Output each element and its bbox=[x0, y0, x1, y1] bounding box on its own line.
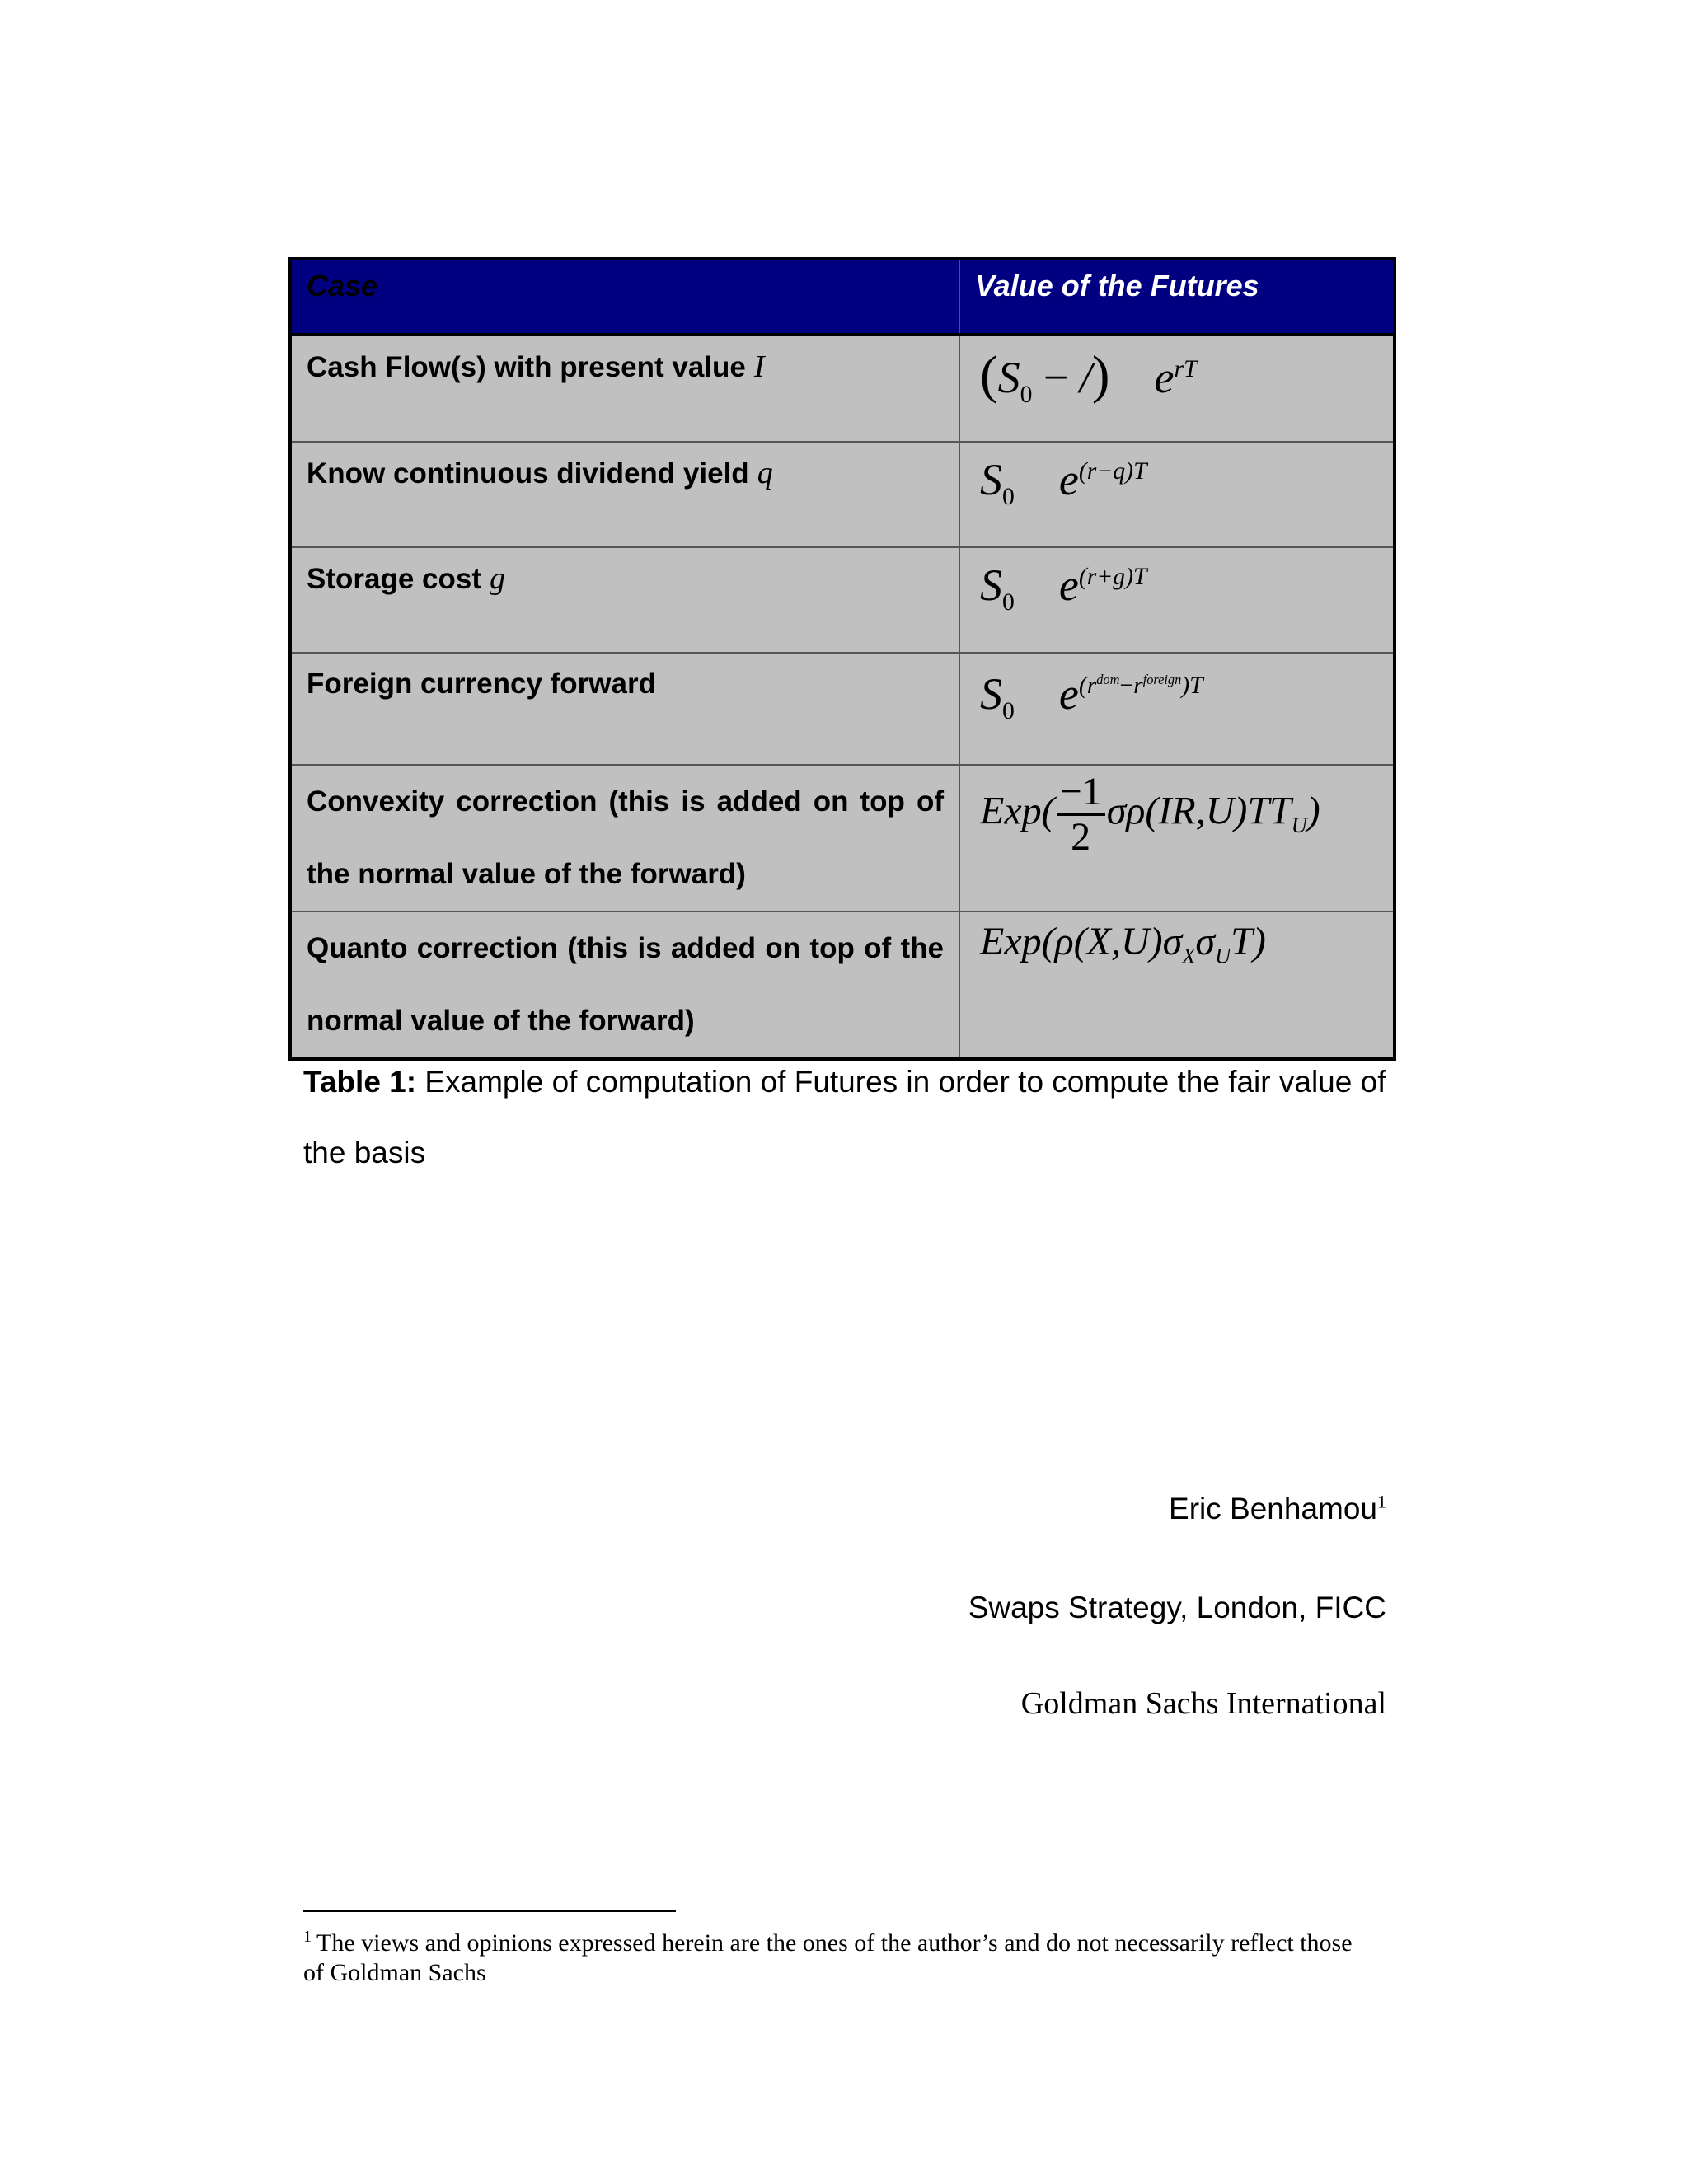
table-header-row bbox=[290, 259, 1395, 335]
formula-dividend-yield: $S_0$ $e^{(r-q)T}$ bbox=[959, 442, 1395, 547]
footnote-mark: 1 bbox=[303, 1928, 312, 1946]
caption-text: Example of computation of Futures in order to compute the fair value of the basis bbox=[303, 1065, 1386, 1169]
formula-quanto: $Exp(\rho(X,U)\sigma_X\sigma_UT)$ bbox=[959, 912, 1395, 1059]
case-label: Convexity correction (this is added on top of the normal value of the forward) bbox=[307, 785, 944, 890]
formula-foreign-currency: $S_0$ $e^{(r^{dom}-r^{foreign})T}$ bbox=[959, 653, 1395, 765]
footnote-rule bbox=[303, 1910, 676, 1912]
author-department: Swaps Strategy, London, FICC bbox=[968, 1591, 1386, 1624]
table-row bbox=[290, 442, 1395, 547]
table-row bbox=[290, 765, 1395, 912]
header-value: Value of the Futures bbox=[959, 259, 1395, 335]
table-caption bbox=[303, 1047, 1391, 1188]
case-label: Quanto correction (this is added on top of the normal value of the forward) bbox=[307, 932, 944, 1037]
formula-storage-cost: $S_0$ $e^{(r+g)T}$ bbox=[959, 547, 1395, 653]
case-label: Storage cost bbox=[307, 563, 481, 595]
case-label: Cash Flow(s) with present value bbox=[307, 351, 746, 383]
case-cell bbox=[290, 912, 959, 1059]
case-variable: q bbox=[757, 456, 773, 490]
case-variable: I bbox=[753, 349, 765, 384]
case-cell bbox=[290, 765, 959, 912]
author-footnote-mark: 1 bbox=[1377, 1491, 1386, 1512]
header-case: Case bbox=[290, 259, 959, 335]
table-row bbox=[290, 912, 1395, 1059]
author-firm: Goldman Sachs International bbox=[1020, 1686, 1386, 1721]
footnote bbox=[303, 1929, 1375, 1988]
case-cell bbox=[290, 442, 959, 547]
table-row bbox=[290, 653, 1395, 765]
table-row bbox=[290, 547, 1395, 653]
case-cell bbox=[290, 335, 959, 442]
caption-label: Table 1: bbox=[303, 1065, 417, 1099]
case-label: Foreign currency forward bbox=[307, 668, 656, 700]
case-cell bbox=[290, 547, 959, 653]
table-row bbox=[290, 335, 1395, 442]
case-cell bbox=[290, 653, 959, 765]
case-variable: g bbox=[490, 561, 505, 596]
formula-cash-flow: ($S_0$ − /) $e^{rT}$ bbox=[959, 335, 1395, 442]
futures-table bbox=[288, 257, 1396, 1061]
author-name: Eric Benhamou$^1$ bbox=[1169, 1491, 1386, 1526]
case-label: Know continuous dividend yield bbox=[307, 457, 749, 490]
footnote-text: The views and opinions expressed herein are the ones of the author’s and do not necessarily reflect those of Goldman Sachs bbox=[303, 1929, 1353, 1986]
formula-convexity: Exp( $\frac{-1}{2}$ $\sigma\rho(IR,U)TT_U$) bbox=[959, 765, 1395, 912]
